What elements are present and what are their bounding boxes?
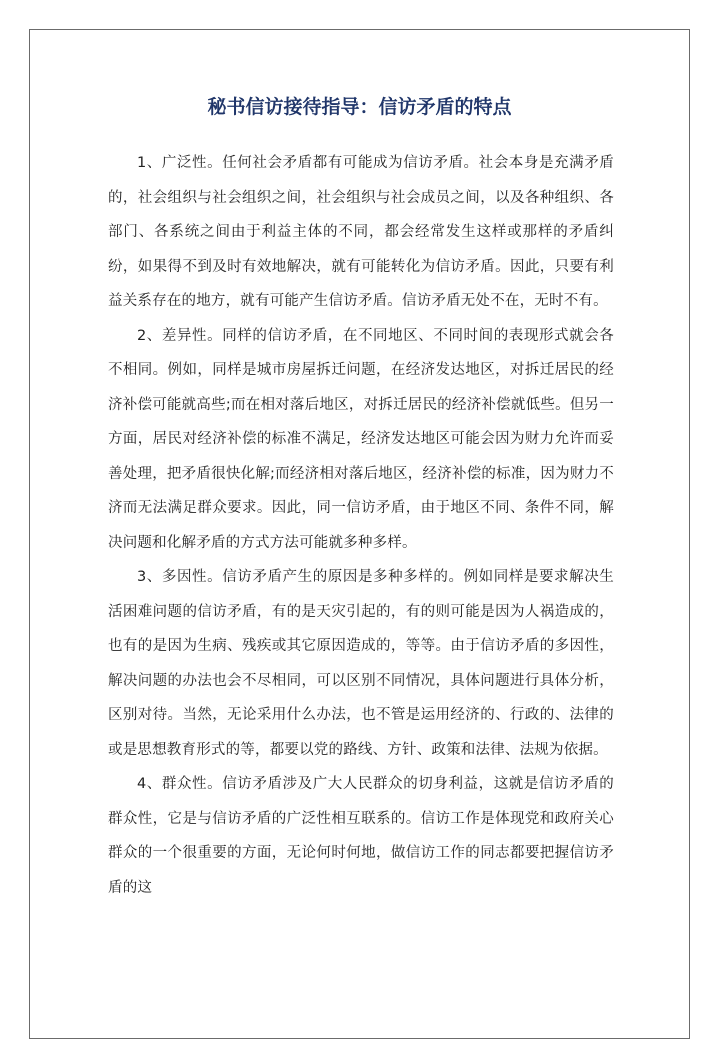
document-title: 秘书信访接待指导：信访矛盾的特点: [207, 96, 512, 118]
paragraph-difference: 2、差异性。同样的信访矛盾，在不同地区、不同时间的表现形式就会各不相同。例如，同样是城市房屋拆迁问题，在经济发达地区，对拆迁居民的经济补偿可能就高些;而在相对落后地区，对拆迁居民的经济补偿就低些。但另一方面，居民对经济补偿的标准不满足，经济发达地区可能会因为财力允许而妥善处理，把矛盾很快化解;而经济相对落后地区，经济补偿的标准，因为财力不济而无法满足群众要求。因此，同一信访矛盾，由于地区不同、条件不同，解决问题和化解矛盾的方式方法可能就多种多样。: [108, 327, 614, 551]
paragraph-breadth: 1、广泛性。任何社会矛盾都有可能成为信访矛盾。社会本身是充满矛盾的，社会组织与社会组织之间，社会组织与社会成员之间，以及各种组织、各部门、各系统之间由于利益主体的不同，都会经常发生这样或那样的矛盾纠纷，如果得不到及时有效地解决，就有可能转化为信访矛盾。因此，只要有利益关系存在的地方，就有可能产生信访矛盾。信访矛盾无处不在，无时不有。: [108, 155, 614, 309]
paragraph-mass-nature: 4、群众性。信访矛盾涉及广大人民群众的切身利益，这就是信访矛盾的群众性，它是与信访矛盾的广泛性相互联系的。信访工作是体现党和政府关心群众的一个很重要的方面，无论何时何地，做信访工作的同志都要把握信访矛盾的这: [108, 776, 614, 896]
document-body: [108, 146, 614, 905]
paragraph-multi-cause: 3、多因性。信访矛盾产生的原因是多种多样的。例如同样是要求解决生活困难问题的信访矛盾，有的是天灾引起的，有的则可能是因为人祸造成的，也有的是因为生病、残疾或其它原因造成的，等等。由于信访矛盾的多因性，解决问题的办法也会不尽相同，可以区别不同情况，具体问题进行具体分析，区别对待。当然，无论采用什么办法，也不管是运用经济的、行政的、法律的或是思想教育形式的等，都要以党的路线、方针、政策和法律、法规为依据。: [108, 569, 614, 758]
